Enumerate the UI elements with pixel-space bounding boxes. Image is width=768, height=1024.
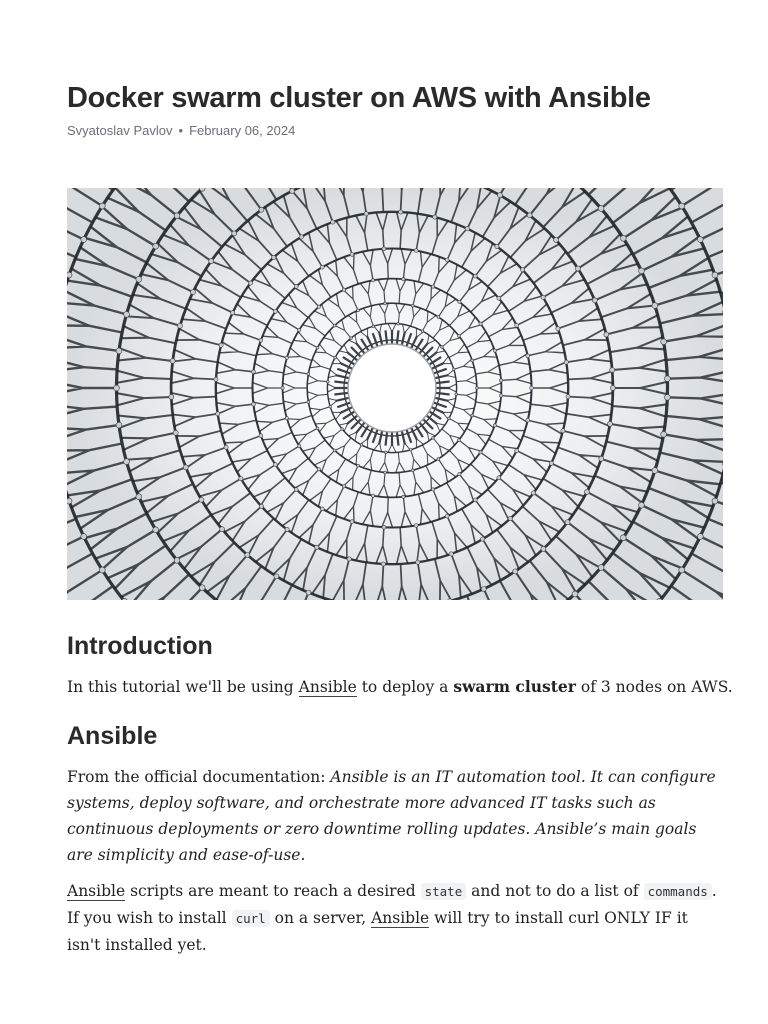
p2-text-2: and not to do a list of bbox=[466, 882, 644, 900]
ansible-quote-paragraph bbox=[67, 764, 723, 868]
publish-date: February 06, 2024 bbox=[189, 123, 296, 138]
intro-paragraph bbox=[67, 674, 733, 700]
hero-lattice-illustration bbox=[67, 188, 723, 600]
code-curl: curl bbox=[232, 910, 270, 927]
code-commands: commands bbox=[644, 883, 712, 900]
ansible-link[interactable]: Ansible bbox=[298, 678, 357, 696]
ansible-quote: Ansible is an IT automation tool. It can configure systems, deploy software, and orchestrate more advanced IT tasks such as continuous deployments or zero downtime rolling updates. Ansible’s main goals are simplicity and ease-of-use. bbox=[67, 768, 716, 864]
hero-image bbox=[67, 188, 723, 600]
ansible-state-paragraph bbox=[67, 878, 723, 958]
code-state: state bbox=[421, 883, 467, 900]
p2-text-1: scripts are meant to reach a desired bbox=[125, 882, 421, 900]
p2-text-3: . If you wish to install bbox=[67, 882, 717, 927]
quote-intro-text: From the official documentation: bbox=[67, 768, 331, 786]
intro-bold-text: swarm cluster bbox=[453, 677, 576, 696]
intro-text-2: to deploy a bbox=[356, 678, 454, 696]
article-title: Docker swarm cluster on AWS with Ansible bbox=[67, 82, 651, 114]
section-heading-ansible: Ansible bbox=[67, 722, 158, 750]
intro-text-1: In this tutorial we'll be using bbox=[67, 678, 299, 696]
p2-text-5: will try to install curl ONLY IF it isn't installed yet. bbox=[67, 909, 688, 954]
article-meta bbox=[67, 123, 295, 138]
section-heading-introduction: Introduction bbox=[67, 632, 213, 660]
p2-text-4: on a server, bbox=[269, 909, 372, 927]
author-name: Svyatoslav Pavlov bbox=[67, 123, 173, 138]
ansible-link-2[interactable]: Ansible bbox=[67, 882, 126, 900]
meta-separator: • bbox=[178, 123, 184, 138]
intro-text-3: of 3 nodes on AWS. bbox=[575, 678, 733, 696]
ansible-link-3[interactable]: Ansible bbox=[371, 909, 430, 927]
